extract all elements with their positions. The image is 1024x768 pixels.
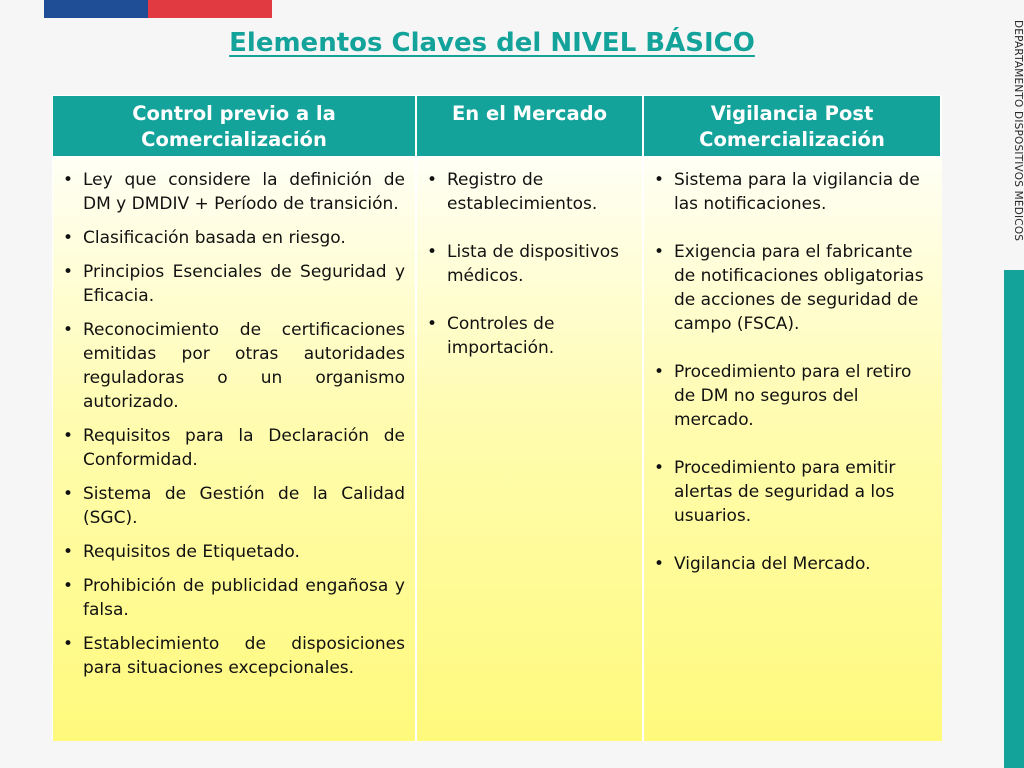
list-item: • Registro de establecimientos.	[421, 168, 632, 216]
key-elements-table	[52, 95, 941, 740]
list-item: • Controles de importación.	[421, 312, 632, 360]
sidebar-accent-bar	[1004, 270, 1024, 768]
list-item: • Sistema de Gestión de la Calidad (SGC).	[57, 482, 405, 530]
list-item: • Requisitos para la Declaración de Conformidad.	[57, 424, 405, 472]
column-control-previo	[53, 158, 417, 741]
list-item: • Clasificación basada en riesgo.	[57, 226, 405, 250]
page-title: Elementos Claves del NIVEL BÁSICO	[229, 28, 755, 58]
list-item: • Requisitos de Etiquetado.	[57, 540, 405, 564]
list-item: • Procedimiento para emitir alertas de seguridad a los usuarios.	[648, 456, 932, 528]
list-item: • Vigilancia del Mercado.	[648, 552, 932, 576]
list-item: • Procedimiento para el retiro de DM no seguros del mercado.	[648, 360, 932, 432]
flag-red-stripe	[148, 0, 272, 18]
column-en-el-mercado	[417, 158, 644, 741]
list-item: • Principios Esenciales de Seguridad y Eficacia.	[57, 260, 405, 308]
header-control-previo: Control previo a la Comercialización	[53, 96, 417, 158]
list-item: • Lista de dispositivos médicos.	[421, 240, 632, 288]
list-item: • Reconocimiento de certificaciones emitidas por otras autoridades reguladoras o un organismo autorizado.	[57, 318, 405, 414]
header-vigilancia-post: Vigilancia Post Comercialización	[644, 96, 942, 158]
sidebar-label: DEPARTAMENTO DISPOSITIVOS MÉDICOS	[1012, 20, 1024, 242]
list-item: • Sistema para la vigilancia de las notificaciones.	[648, 168, 932, 216]
flag-blue-stripe	[44, 0, 148, 18]
list-item: • Ley que considere la definición de DM y DMDIV + Período de transición.	[57, 168, 405, 216]
list-item: • Establecimiento de disposiciones para situaciones excepcionales.	[57, 632, 405, 680]
list-item: • Prohibición de publicidad engañosa y falsa.	[57, 574, 405, 622]
list-item: • Exigencia para el fabricante de notificaciones obligatorias de acciones de seguridad de campo (FSCA).	[648, 240, 932, 336]
header-en-el-mercado: En el Mercado	[417, 96, 644, 158]
column-vigilancia-post	[644, 158, 942, 741]
